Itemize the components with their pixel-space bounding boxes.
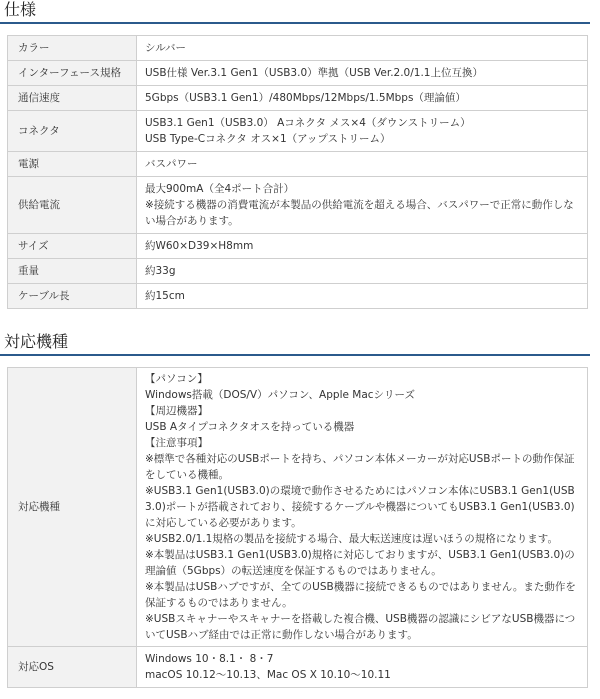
compat-value-line: ※本製品はUSB3.1 Gen1(USB3.0)規格に対応しておりますが、USB3.1 Gen1(USB3.0)の理論値（5Gbps）の転送速度を保証するものではありません。 xyxy=(145,549,575,577)
spec-value-line: 5Gbps（USB3.1 Gen1）/480Mbps/12Mbps/1.5Mbps（理論値） xyxy=(145,92,466,104)
spec-value xyxy=(137,86,588,111)
specs-table xyxy=(7,35,588,309)
compat-value-line: Windows 10・8.1・ 8・7 xyxy=(145,653,274,665)
compat-label: 対応OS xyxy=(8,647,137,688)
spec-label: カラー xyxy=(8,36,137,61)
spec-value-line: 約W60×D39×H8mm xyxy=(145,240,254,252)
compat-row-os xyxy=(8,647,588,688)
spec-row-cable xyxy=(8,284,588,309)
spec-row-color xyxy=(8,36,588,61)
spec-label: サイズ xyxy=(8,234,137,259)
spec-row-connector xyxy=(8,111,588,152)
compat-value-line: macOS 10.12～10.13、Mac OS X 10.10～10.11 xyxy=(145,669,391,681)
spec-value xyxy=(137,36,588,61)
compat-value-line: USB Aタイプコネクタオスを持っている機器 xyxy=(145,421,355,433)
spec-value xyxy=(137,111,588,152)
spec-label: 重量 xyxy=(8,259,137,284)
spec-value xyxy=(137,152,588,177)
compat-value-line: 【周辺機器】 xyxy=(145,405,208,417)
compat-value-line: ※USB2.0/1.1規格の製品を接続する場合、最大転送速度は遅いほうの規格になります。 xyxy=(145,533,558,545)
compat-value-line: ※USB3.1 Gen1(USB3.0)の環境で動作させるためにはパソコン本体にUSB3.1 Gen1(USB3.0)ポートが搭載されており、接続するケーブルや機器についてもUSB3.1 Gen1(USB3.0)に対応している必要があります。 xyxy=(145,485,575,529)
spec-label: 供給電流 xyxy=(8,177,137,234)
compat-value-line: ※標準で各種対応のUSBポートを持ち、パソコン本体メーカーが対応USBポートの動作保証をしている機種。 xyxy=(145,453,575,481)
spec-row-interface xyxy=(8,61,588,86)
compat-title-rule xyxy=(0,354,590,356)
spec-value-line: USB Type-Cコネクタ オス×1（アップストリーム） xyxy=(145,133,391,145)
spec-value xyxy=(137,61,588,86)
spec-value xyxy=(137,259,588,284)
spec-row-power xyxy=(8,152,588,177)
specs-title-rule xyxy=(0,22,590,24)
spec-value-line: USB3.1 Gen1（USB3.0） Aコネクタ メス×4（ダウンストリーム） xyxy=(145,117,471,129)
compat-value-line: ※USBスキャナーやスキャナーを搭載した複合機、USB機器の認識にシビアなUSB機器についてUSBハブ経由では正常に動作しない場合があります。 xyxy=(145,613,576,641)
spec-row-size xyxy=(8,234,588,259)
spec-value xyxy=(137,177,588,234)
spec-value-line: 約15cm xyxy=(145,290,185,302)
spec-label: 電源 xyxy=(8,152,137,177)
compat-table xyxy=(7,367,588,688)
compat-value-line: 【パソコン】 xyxy=(145,373,208,385)
spec-row-weight xyxy=(8,259,588,284)
spec-row-current xyxy=(8,177,588,234)
spec-value-line: ※接続する機器の消費電流が本製品の供給電流を超える場合、バスパワーで正常に動作しない場合があります。 xyxy=(145,199,574,227)
spec-label: インターフェース規格 xyxy=(8,61,137,86)
compat-value-line: ※本製品はUSBハブですが、全てのUSB機器に接続できるものではありません。また動作を保証するものではありません。 xyxy=(145,581,576,609)
spec-row-speed xyxy=(8,86,588,111)
spec-value-line: 最大900mA（全4ポート合計） xyxy=(145,183,295,195)
spec-value xyxy=(137,234,588,259)
spec-label: コネクタ xyxy=(8,111,137,152)
specs-title: 仕様 xyxy=(4,0,37,19)
spec-value-line: USB仕様 Ver.3.1 Gen1（USB3.0）準拠（USB Ver.2.0/1.1上位互換） xyxy=(145,67,483,79)
compat-value-line: Windows搭載（DOS/V）パソコン、Apple Macシリーズ xyxy=(145,389,416,401)
compat-value xyxy=(137,647,588,688)
compat-value-line: 【注意事項】 xyxy=(145,437,208,449)
spec-label: 通信速度 xyxy=(8,86,137,111)
spec-value-line: バスパワー xyxy=(145,158,198,170)
spec-value xyxy=(137,284,588,309)
compat-label: 対応機種 xyxy=(8,368,137,647)
spec-value-line: シルバー xyxy=(145,42,187,54)
compat-title: 対応機種 xyxy=(4,332,69,351)
spec-label: ケーブル長 xyxy=(8,284,137,309)
compat-value xyxy=(137,368,588,647)
spec-value-line: 約33g xyxy=(145,265,176,277)
compat-row-models xyxy=(8,368,588,647)
